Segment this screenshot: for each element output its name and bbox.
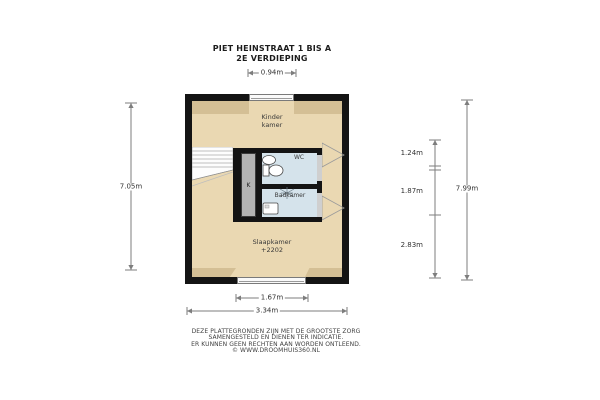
dim-right-outer: 7.99m [455, 184, 479, 193]
badkamer-door-swing-icon [322, 196, 344, 220]
washbasin-icon [263, 203, 278, 214]
stairs-icon [192, 147, 233, 187]
dim-right-seg-2: 1.87m [400, 187, 423, 195]
roof-slope-top-right [294, 101, 342, 114]
wc-label: WC [293, 154, 305, 161]
dim-left: 7.05m [119, 182, 143, 191]
title-address: PIET HEINSTRAAT 1 BIS A [212, 44, 332, 53]
window-top [249, 94, 294, 101]
roof-slope-top-left [192, 101, 249, 114]
disclaimer-line-1: DEZE PLATTEGRONDEN ZIJN MET DE GROOTSTE ZORG [191, 328, 361, 335]
slaapkamer-label: Slaapkamer +2202 [252, 238, 292, 255]
dim-right-seg-3: 2.83m [400, 241, 423, 249]
dim-bottom-inner: 1.67m [260, 293, 284, 302]
badkamer-label: Badkamer [274, 192, 306, 199]
closet-label: K [246, 181, 251, 189]
kinderkamer-label: Kinder kamer [261, 113, 283, 130]
disclaimer-line-2: SAMENGESTELD EN DIENEN TER INDICATIE. [208, 334, 344, 342]
roof-slope-bottom-left [192, 268, 236, 277]
dim-bottom-outer: 3.34m [255, 306, 279, 315]
dim-top: 0.94m [260, 68, 284, 77]
bathroom-fixtures [233, 148, 322, 222]
title-floor: 2E VERDIEPING [236, 54, 308, 63]
disclaimer-line-3: ER KUNNEN GEEN RECHTEN AAN WORDEN ONTLEEND. [191, 340, 361, 348]
disclaimer-line-4: © WWW.DROOMHUIS360.NL [231, 346, 321, 354]
window-bottom [237, 277, 306, 284]
sink-icon [263, 156, 276, 165]
dim-right-seg-1: 1.24m [400, 149, 423, 157]
door-swings [322, 140, 346, 224]
roof-slope-bottom-right [305, 268, 342, 277]
disclaimer [76, 329, 476, 354]
wc-door-swing-icon [322, 143, 344, 167]
toilet-icon [263, 165, 283, 176]
